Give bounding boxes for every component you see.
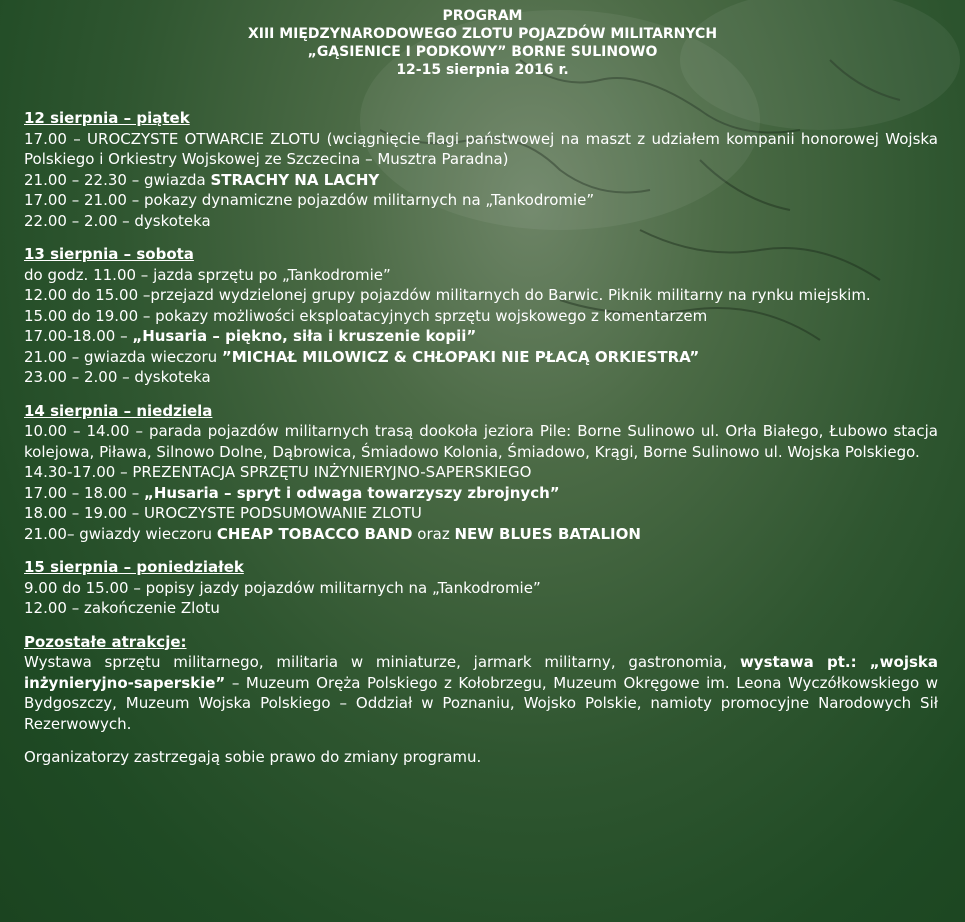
item-highlight: CHEAP TOBACCO BAND <box>216 524 413 543</box>
schedule-item: 18.00 – 19.00 – UROCZYSTE PODSUMOWANIE ZLOTU <box>24 504 422 522</box>
day-title-12: 12 sierpnia – piątek <box>24 109 190 127</box>
schedule-item: 22.00 – 2.00 – dyskoteka <box>24 211 211 230</box>
schedule-item: 9.00 do 15.00 – popisy jazdy pojazdów militarnych na „Tankodromie” <box>24 578 541 597</box>
item-highlight: ”MICHAŁ MILOWICZ & CHŁOPAKI NIE PŁACĄ ORKIESTRA” <box>221 347 700 366</box>
schedule-item: 12.00 do 15.00 –przejazd wydzielonej grupy pojazdów militarnych do Barwic. Piknik militarny na rynku miejskim. <box>24 286 871 304</box>
header-program-label: PROGRAM <box>442 8 523 24</box>
day-title-15: 15 sierpnia – poniedziałek <box>24 558 244 576</box>
item-highlight: STRACHY NA LACHY <box>210 170 380 189</box>
schedule-item <box>24 326 938 347</box>
schedule-item: 17.00 – 21.00 – pokazy dynamiczne pojazdów militarnych na „Tankodromie” <box>24 191 595 209</box>
schedule-item: 14.30-17.00 – PREZENTACJA SPRZĘTU INŻYNIERYJNO-SAPERSKIEGO <box>24 463 532 481</box>
schedule-item: do godz. 11.00 – jazda sprzętu po „Tankodromie” <box>24 265 391 284</box>
item-text: oraz <box>412 524 455 543</box>
day-schedule-15 <box>24 578 938 619</box>
header-event-dates: 12-15 sierpnia 2016 r. <box>396 62 569 78</box>
other-attractions-title: Pozostałe atrakcje: <box>24 632 187 651</box>
schedule-item: 23.00 – 2.00 – dyskoteka <box>24 368 211 386</box>
day-title-14: 14 sierpnia – niedziela <box>24 401 213 420</box>
other-attractions <box>24 632 938 735</box>
item-text: – Muzeum Oręża Polskiego z Kołobrzegu, Muzeum Okręgowe im. Leona Wyczółkowskiego w Bydgoszczy, Muzeum Wojska Polskiego – Oddział w Poznaniu, Wojsko Polskie, namioty promocyjne Narodowych Sił Rezerwowych. <box>24 673 938 733</box>
program-header <box>0 7 965 79</box>
schedule-item <box>24 170 938 191</box>
day-schedule-12 <box>24 129 938 232</box>
program-content <box>24 108 938 768</box>
header-event-name: XIII MIĘDZYNARODOWEGO ZLOTU POJAZDÓW MILITARNYCH <box>247 26 718 42</box>
item-highlight: NEW BLUES BATALION <box>454 524 641 543</box>
header-event-subtitle: „GĄSIENICE I PODKOWY” BORNE SULINOWO <box>307 44 658 60</box>
item-text: 21.00 – gwiazda wieczoru <box>24 347 222 366</box>
item-highlight: „Husaria – spryt i odwaga towarzyszy zbrojnych” <box>143 483 560 502</box>
other-attractions-text <box>24 652 938 734</box>
item-highlight: wystawa pt.: „wojska inżynieryjno-saperskie” <box>24 653 939 692</box>
day-title-13: 13 sierpnia – sobota <box>24 245 194 263</box>
schedule-item: 10.00 – 14.00 – parada pojazdów militarnych trasą dookoła jeziora Pile: Borne Sulinowo ul. Orła Białego, Łubowo stacja kolejowa, Piława, Silnowo Dolne, Dąbrowica, Śmiadowo Kolonia, Śmiadowo, Krągi, Borne Sulinowo ul. Wojska Polskiego. <box>24 422 938 461</box>
item-text: 17.00-18.00 – <box>24 327 133 345</box>
item-text: Wystawa sprzętu militarnego, militaria w miniaturze, jarmark militarny, gastronomia, <box>24 653 740 671</box>
item-text: 17.00 – 18.00 – <box>24 483 144 502</box>
schedule-item: 12.00 – zakończenie Zlotu <box>24 599 220 617</box>
footer-note: Organizatorzy zastrzegają sobie prawo do zmiany programu. <box>24 748 482 766</box>
item-text: 21.00– gwiazdy wieczoru <box>24 524 217 543</box>
schedule-item: 17.00 – UROCZYSTE OTWARCIE ZLOTU (wciągnięcie flagi państwowej na maszt z udziałem kompanii honorowej Wojska Polskiego i Orkiestry Wojskowej ze Szczecina – Musztra Paradna) <box>24 129 938 168</box>
schedule-item <box>24 483 938 504</box>
schedule-item <box>24 524 938 545</box>
schedule-item: 15.00 do 19.00 – pokazy możliwości eksploatacyjnych sprzętu wojskowego z komentarzem <box>24 306 708 325</box>
schedule-item <box>24 347 938 368</box>
item-text: 21.00 – 22.30 – gwiazda <box>24 170 211 189</box>
item-highlight: „Husaria – piękno, siła i kruszenie kopii” <box>132 327 477 345</box>
day-schedule-14 <box>24 421 938 544</box>
day-schedule-13 <box>24 265 938 388</box>
